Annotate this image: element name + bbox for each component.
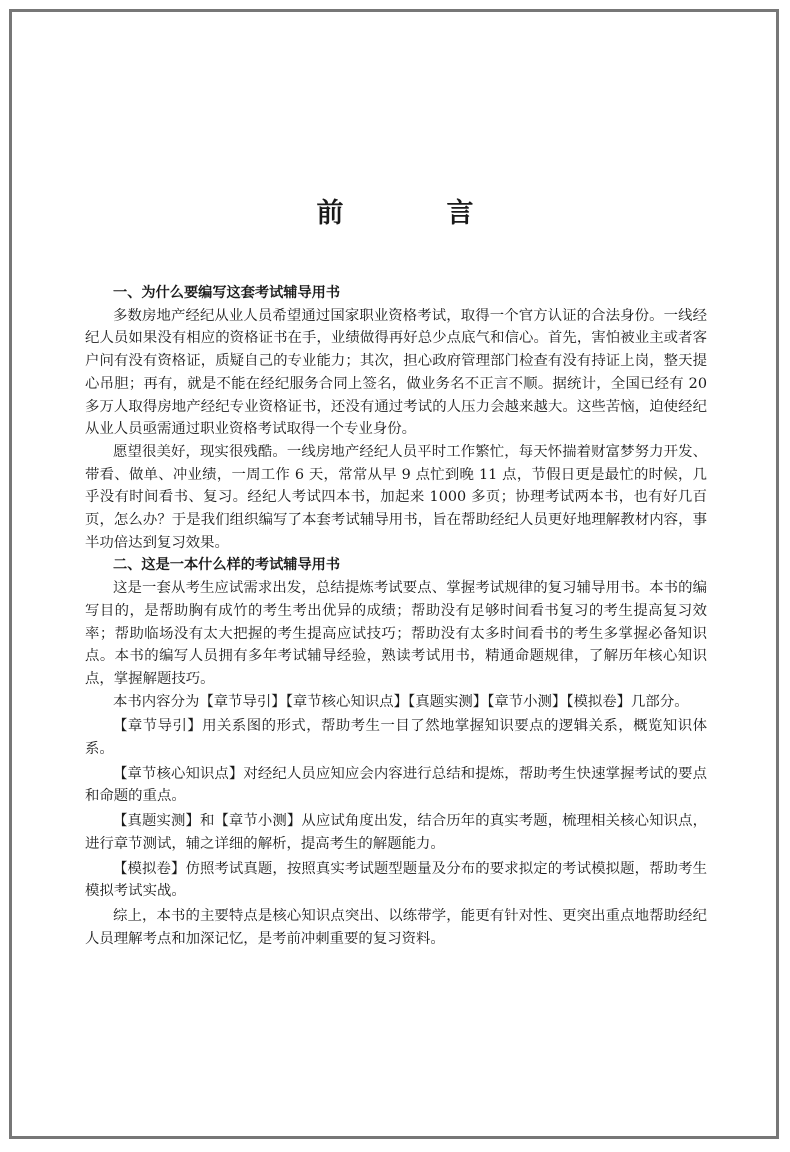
paragraph-2-2: 本书内容分为【章节导引】【章节核心知识点】【真题实测】【章节小测】【模拟卷】几部分。: [113, 693, 689, 710]
section-heading-1: 一、为什么要编写这套考试辅导用书: [113, 285, 341, 301]
paragraph-2-3: 【章节导引】用关系图的形式，帮助考生一目了然地掌握知识要点的逻辑关系，概览知识体系。: [85, 718, 707, 758]
section-heading-2: 二、这是一本什么样的考试辅导用书: [113, 557, 341, 574]
page-title: 前 言: [316, 198, 512, 229]
paragraph-2-5: 【真题实测】和【章节小测】从应试角度出发，结合历年的真实考题，梳理相关核心知识点，进行章节测试，辅之详细的解析，提高考生的解题能力。: [85, 813, 707, 852]
paragraph-1-2: 愿望很美好，现实很残酷。一线房地产经纪人员平时工作繁忙，每天怀揣着财富梦努力开发、带看、做单、冲业绩，一周工作 6 天，常常从早 9 点忙到晚 11 点，节假日更是最忙的时候，几乎没有时间看书、复习。经纪人考试四本书，加起来 1000 多页；协理考试两本书，也有好几百页，怎么办？于是我们组织编写了本套考试辅导用书，旨在帮助经纪人员更好地理解教材内容，事半功倍达到复习效果。: [85, 443, 707, 551]
paragraph-2-7: 综上，本书的主要特点是核心知识点突出、以练带学，能更有针对性、更突出重点地帮助经纪人员理解考点和加深记忆，是考前冲刺重要的复习资料。: [85, 907, 707, 947]
paragraph-2-1: 这是一套从考生应试需求出发，总结提炼考试要点、掌握考试规律的复习辅导用书。本书的编写目的，是帮助胸有成竹的考生考出优异的成绩；帮助没有足够时间看书复习的考生提高复习效率；帮助临场没有太大把握的考生提高应试技巧；帮助没有太多时间看书的考生多掌握必备知识点。本书的编写人员拥有多年考试辅导经验，熟读考试用书，精通命题规律，了解历年核心知识点，掌握解题技巧。: [85, 580, 707, 687]
paragraph-1-1: 多数房地产经纪从业人员希望通过国家职业资格考试，取得一个官方认证的合法身份。一线经纪人员如果没有相应的资格证书在手，业绩做得再好总少点底气和信心。首先，害怕被业主或者客户问有没有资格证，质疑自己的专业能力；其次，担心政府管理部门检查有没有持证上岗，整天提心吊胆；再有，就是不能在经纪服务合同上签名，做业务名不正言不顺。据统计，全国已经有 20 多万人取得房地产经纪专业资格证书，还没有通过考试的人压力会越来越大。这些苦恼，迫使经纪从业人员亟需通过职业资格考试取得一个专业身份。: [85, 307, 707, 438]
paragraph-2-4: 【章节核心知识点】对经纪人员应知应会内容进行总结和提炼，帮助考生快速掌握考试的要点和命题的重点。: [85, 765, 707, 805]
paragraph-2-6: 【模拟卷】仿照考试真题，按照真实考试题型题量及分布的要求拟定的考试模拟题，帮助考生模拟考试实战。: [85, 860, 707, 900]
preface-body: [85, 282, 707, 950]
